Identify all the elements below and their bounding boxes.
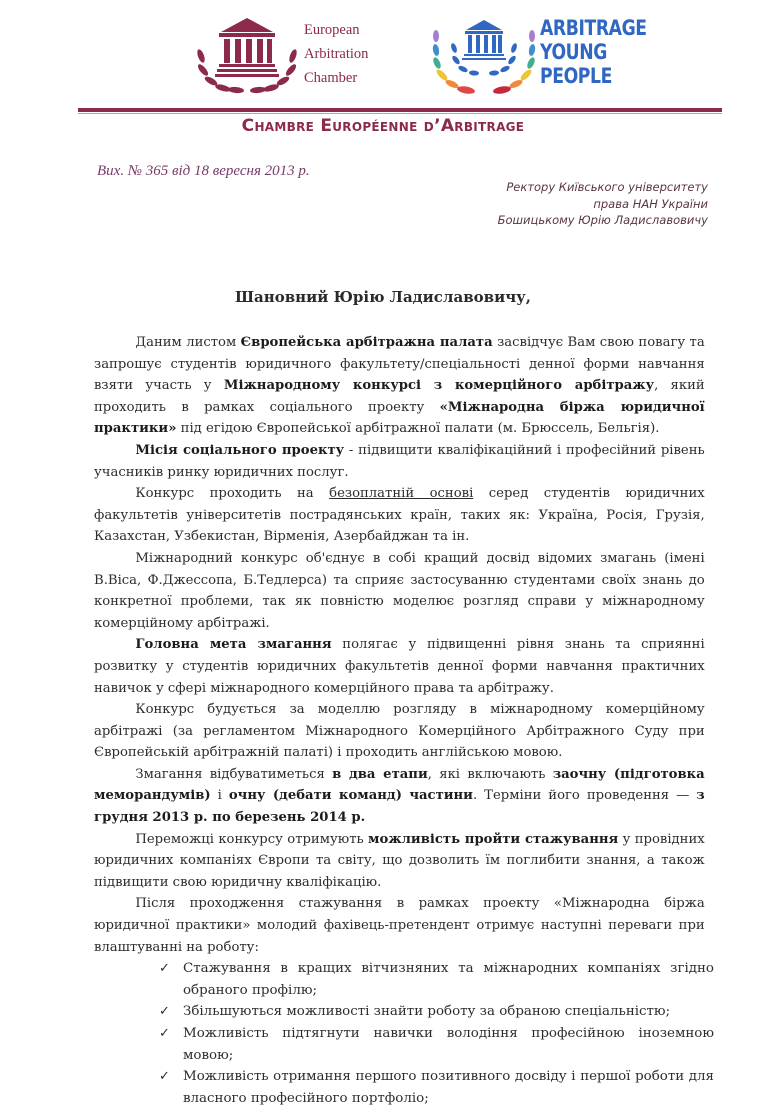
ayp-logo-text	[540, 16, 647, 88]
list-item: ✓ Збільшуються можливості знайти роботу за обраною спеціальністю;	[183, 1001, 714, 1023]
paragraph-experience: Міжнародний конкурс об'єднує в собі кращий досвід відомих змагань (імені В.Віса, Ф.Джессопа, Б.Тедлерса) та сприяє застосуванню студентами своїх знань до конкретної проблеми, так як повністю моделює розгляд справи у міжнародному комерційному арбітражі.	[94, 550, 705, 631]
courthouse-laurel-icon	[193, 14, 301, 96]
chamber-title: Chambre Européenne d’Arbitrage	[241, 116, 525, 136]
paragraph-main-goal: Головна мета змагання полягає у підвищенні рівня знань та сприянні розвитку у студентів юридичних факультетів денної форми навчання практичних навичок у сфері міжнародного комерційного права та арбітражу.	[94, 636, 705, 696]
paragraph-after-internship: Після проходження стажування в рамках проекту «Міжнародна біржа юридичної практики» молодий фахівець-претендент отримує наступні переваги при влаштуванні на роботу:	[94, 896, 705, 955]
logo-line-arbitration: Arbitration	[304, 46, 369, 62]
checkmark-icon: ✓	[159, 961, 170, 977]
courthouse-rainbow-laurel-icon	[430, 14, 538, 96]
list-item: ✓ Можливість підтягнути навички володіння професійною іноземною мовою;	[183, 1023, 714, 1066]
greeting: Шановний Юрію Ладиславовичу,	[234, 288, 531, 306]
letter-body	[94, 332, 714, 1109]
logo-line-arbitrage: ARBITRAGE	[540, 16, 647, 40]
logo-line-european: European	[304, 22, 360, 38]
addressee-block	[498, 179, 708, 229]
list-item: ✓ Можливість отримання першого позитивного досвіду і першої роботи для власного професійного портфоліо;	[183, 1066, 714, 1109]
checkmark-icon: ✓	[159, 1069, 170, 1085]
addressee-line: Бошицькому Юрію Ладиславовичу	[497, 213, 708, 227]
checkmark-icon: ✓	[159, 1004, 170, 1020]
addressee-line: Ректору Київського університету	[506, 180, 708, 194]
logo-line-chamber: Chamber	[304, 70, 358, 86]
paragraph-winners: Переможці конкурсу отримують можливість пройти стажування у провідних юридичних компаніях Європи та світу, що дозволить їм поглибити знання, а також підвищити свою юридичну кваліфікацію.	[94, 830, 705, 890]
header-rule-thin	[78, 113, 722, 114]
paragraph-free-basis: Конкурс проходить на безоплатній основі серед студентів юридичних факультетів університетів пострадянських країн, таких як: Україна, Росія, Грузія, Казахстан, Узбекистан, Вірменія, Азербайджан та ін.	[94, 486, 705, 545]
paragraph-invitation: Даним листом Європейська арбітражна палата засвідчує Вам свою повагу та запрошує студентів юридичного факультету/спеціальності денної форми навчання взяти участь у Міжнародному конкурсі з комерційного арбітражу, який проходить в рамках соціального проекту «Міжнародна біржа юридичної практики» під егідою Європейської арбітражної палати (м. Брюссель, Бельгія).	[94, 334, 705, 437]
logo-line-people: PEOPLE	[540, 64, 612, 88]
eac-logo-text	[304, 18, 368, 90]
outgoing-reference: Вих. № 365 від 18 вересня 2013 р.	[97, 163, 310, 179]
benefits-list	[94, 958, 714, 1109]
logo-line-young: YOUNG	[540, 40, 607, 64]
paragraph-mission: Місія соціального проекту - підвищити кваліфікаційний і професійний рівень учасників ринку юридичних послуг.	[94, 441, 705, 480]
paragraph-stages: Змагання відбуватиметься в два етапи, які включають заочну (підготовка меморандумів) і очну (дебати команд) частини. Терміни його проведення — з грудня 2013 р. по березень 2014 р.	[94, 765, 705, 826]
letterhead	[0, 0, 766, 150]
paragraph-model: Конкурс будується за моделлю розгляду в міжнародному комерційному арбітражі (за регламентом Міжнародного Комерційного Арбітражного Суду при Європейській арбітражній палаті) і проходить англійською мовою.	[94, 702, 705, 761]
header-rule	[78, 108, 722, 112]
addressee-line: права НАН України	[593, 196, 708, 211]
list-item: ✓ Стажування в кращих вітчизняних та міжнародних компаніях згідно обраного профілю;	[183, 958, 714, 1001]
checkmark-icon: ✓	[159, 1026, 170, 1041]
